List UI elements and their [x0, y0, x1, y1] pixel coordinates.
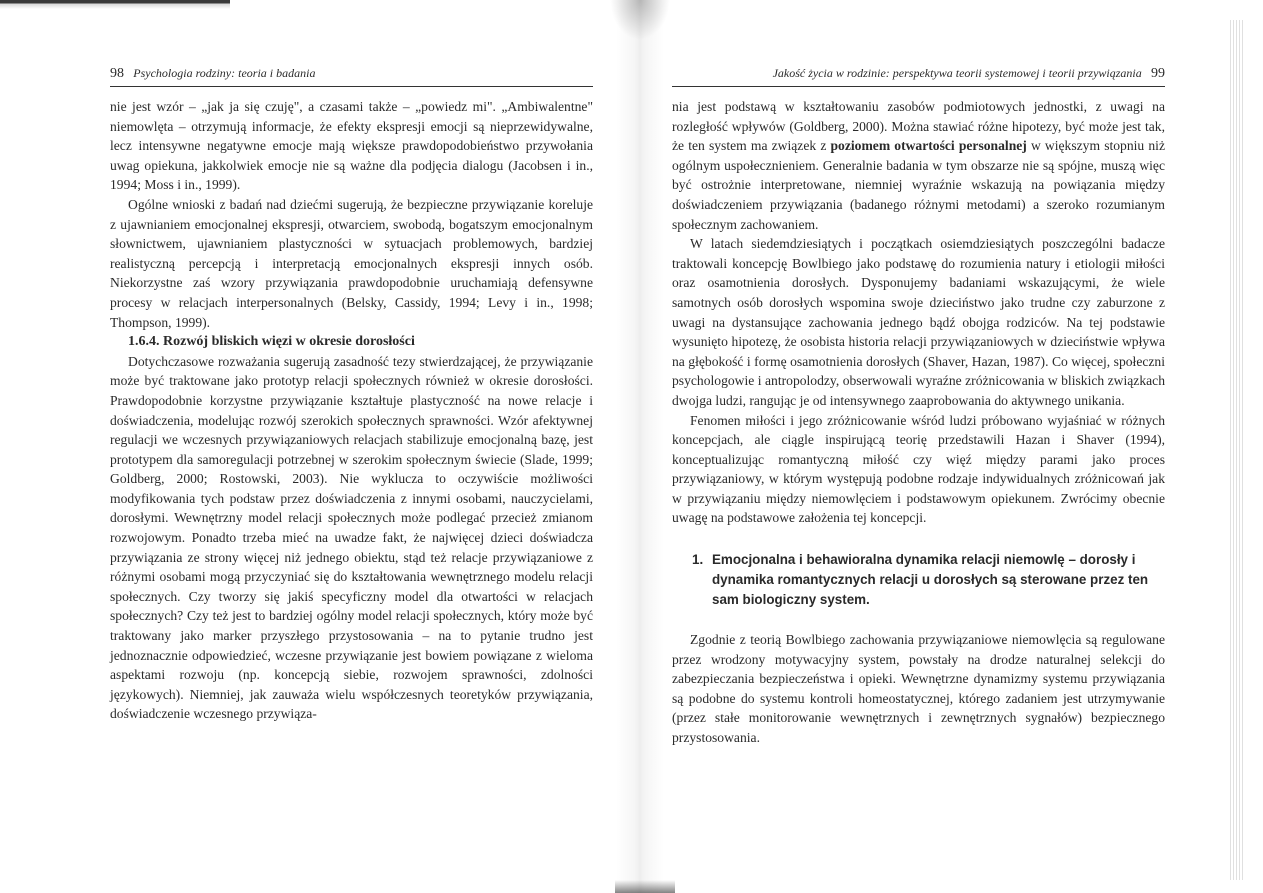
- spine-top-shadow: [610, 0, 670, 40]
- left-paragraph-2: Ogólne wnioski z badań nad dziećmi sugerują, że bezpieczne przywiązanie koreluje z ujawnianiem emocjonalnej ekspresji, otwarciem, swobodą, bogatszym emocjonalnym słownictwem, ujawnianiem plastyczności w sytuacjach problemowych, bardziej realistyczną percepcją i interpretacją emocjonalnych ekspresji innych osób. Niekorzystne zaś wzory przywiązania prawdopodobnie uruchamiają defensywne procesy w relacjach interpersonalnych (Belsky, Cassidy, 1994; Levy i in., 1998; Thompson, 1999).: [110, 196, 593, 330]
- left-page-number: 98: [110, 66, 124, 81]
- numbered-item-number: 1.: [692, 552, 704, 568]
- right-page-number: 99: [1151, 66, 1165, 81]
- right-running-head-title: Jakość życia w rodzinie: perspektywa teorii systemowej i teorii przywiązania: [772, 66, 1142, 80]
- left-running-header: [110, 64, 593, 87]
- left-body-text: [110, 97, 593, 724]
- left-running-head-title: Psychologia rodziny: teoria i badania: [133, 66, 316, 80]
- right-body-text: [672, 97, 1165, 748]
- page-edge-lines: [1230, 20, 1244, 880]
- book-spine-shadow: [616, 0, 664, 893]
- right-paragraph-4: Zgodnie z teorią Bowlbiego zachowania przywiązaniowe niemowlęcia są regulowane przez wrodzony motywacyjny system, powstały na drodze naturalnej selekcji do zabezpieczania bezpieczeństwa i opieki. Wewnętrzne dynamizmy systemu przywiązania są podobne do systemu kontroli homeostatycznej, którego zadaniem jest utrzymywanie (przez stałe monitorowanie wewnętrznych i zewnętrznych sygnałów) bezpiecznego przystosowania.: [672, 632, 1165, 746]
- left-paragraph-1: nie jest wzór – „jak ja się czuję", a czasami także – „powiedz mi". „Ambiwalentne" niemowlęta – otrzymują informacje, że efekty ekspresji emocji są nieprzewidywalne, lecz intensywne negatywne emocje mają większe prawdopodobieństwo przywołania uwag opiekuna, jakkolwiek emocje nie są ważne dla podjęcia dialogu (Jacobsen i in., 1994; Moss i in., 1999).: [110, 99, 593, 193]
- right-paragraph-1: [672, 97, 1165, 234]
- right-paragraph-2: W latach siedemdziesiątych i początkach osiemdziesiątych poszczególni badacze traktowali koncepcję Bowlbiego jako podstawę do rozumienia natury i etiologii miłości oraz osamotnienia dorosłych. Dysponujemy badaniami wskazującymi, że wiele samotnych osób dorosłych wspomina swoje dzieciństwo jako trudne czy zaburzone z uwagi na dystansujące zachowania jednego bądź obojga rodziców. Na tej podstawie wysunięto hipotezę, że osobista historia relacji przywiązaniowych w dzieciństwie wpływa na głębokość i formę osamotnienia dorosłych (Shaver, Hazan, 1987). Co więcej, społeczni psychologowie i antropolodzy, obserwowali wyraźne zróżnicowania w bliskich związkach dwojga ludzi, rangując je od intensywnego zaaprobowania do aktywnego unikania.: [672, 236, 1165, 408]
- right-paragraph-3: Fenomen miłości i jego zróżnicowanie wśród ludzi próbowano wyjaśniać w różnych koncepcjach, ale ciągle inspirującą teorię przedstawili Hazan i Shaver (1994), konceptualizując romantyczną miłość czy więź między parami jako proces przywiązaniowy, w którym występują podobne rodzaje indywidualnych zróżnicowań jak w przywiązaniu między niemowlęciem i podstawowym opiekunem. Zwrócimy obecnie uwagę na podstawowe założenia tej koncepcji.: [672, 412, 1165, 526]
- spine-bottom-shadow: [615, 880, 675, 893]
- numbered-item-text: Emocjonalna i behawioralna dynamika relacji niemowlę – dorosły i dynamika romantycznych relacji u dorosłych są sterowane przez ten sam biologiczny system.: [712, 552, 1149, 608]
- right-paragraph-1-end: w większym stopniu niż ogólnym uspołecznieniem. Generalnie badania w tym obszarze nie są spójne, muszą więc być ostrożnie interpretowane, niemniej wyraźnie wskazują na powiązania między doświadczeniem przywiązania (badanego różnymi metodami) a szeroko rozumianym społecznym zachowaniem.: [672, 138, 1165, 232]
- scan-shadow-top-left: [0, 0, 230, 10]
- emphasis-personal-openness: poziomem otwartości personalnej: [830, 138, 1027, 154]
- right-paragraph-1-start: nia jest podstawą w kształtowaniu zasobów podmiotowych jednostki, z uwagi na rozległość wpływów (Goldberg, 2000). Można stawiać różne hipotezy, być może jest tak, że ten system ma związek z: [672, 99, 1165, 154]
- left-paragraph-3: Dotychczasowe rozważania sugerują zasadność tezy stwierdzającej, że przywiązanie może być traktowane jako prototyp relacji społecznych również w okresie dorosłości. Prawdopodobnie korzystne przywiązanie kształtuje plastyczność na nowe relacje i doświadczenia, modelując rozwój szerokich społecznych sprawności. Wzór afektywnej regulacji we wczesnych przywiązaniowych relacjach stabilizuje emocjonalną bazę, jest prototypem dla samoregulacji potrzebnej w szerokim społecznym świecie (Slade, 1999; Goldberg, 2000; Rostowski, 2003). Nie wyklucza to oczywiście możliwości modyfikowania tych podstaw przez doświadczenia z innymi osobami, nauczycielami, dorosłymi. Wewnętrzny model relacji społecznych może podlegać przecież zmianom rozwojowym. Ponadto trzeba mieć na uwadze fakt, że najwięcej dzieci doświadcza przywiązania ze strony więcej niż jednego obiektu, stąd też relacje przywiązaniowe z różnymi osobami mogą przyczyniać się do kształtowania wewnętrznego modelu relacji społecznych. Czy tworzy się jakiś specyficzny model dla otwartości w relacjach społecznych? Czy też jest to bardziej ogólny model relacji społecznych, który może być traktowany jako marker przyszłego przystosowania – na to pytanie trudno jest jednoznacznie odpowiedzieć, wczesne przywiązanie jest bowiem powiązane z wieloma aspektami rozwoju (np. koncepcją siebie, rozwojem sprawności, zdolności językowych). Niemniej, jak zauważa wielu współczesnych teoretyków przywiązania, doświadczenie wczesnego przywiąza-: [110, 353, 593, 722]
- numbered-thesis-item: [692, 550, 1165, 610]
- right-running-header: [672, 64, 1165, 87]
- section-heading: 1.6.4. Rozwój bliskich więzi w okresie dorosłości: [128, 334, 415, 350]
